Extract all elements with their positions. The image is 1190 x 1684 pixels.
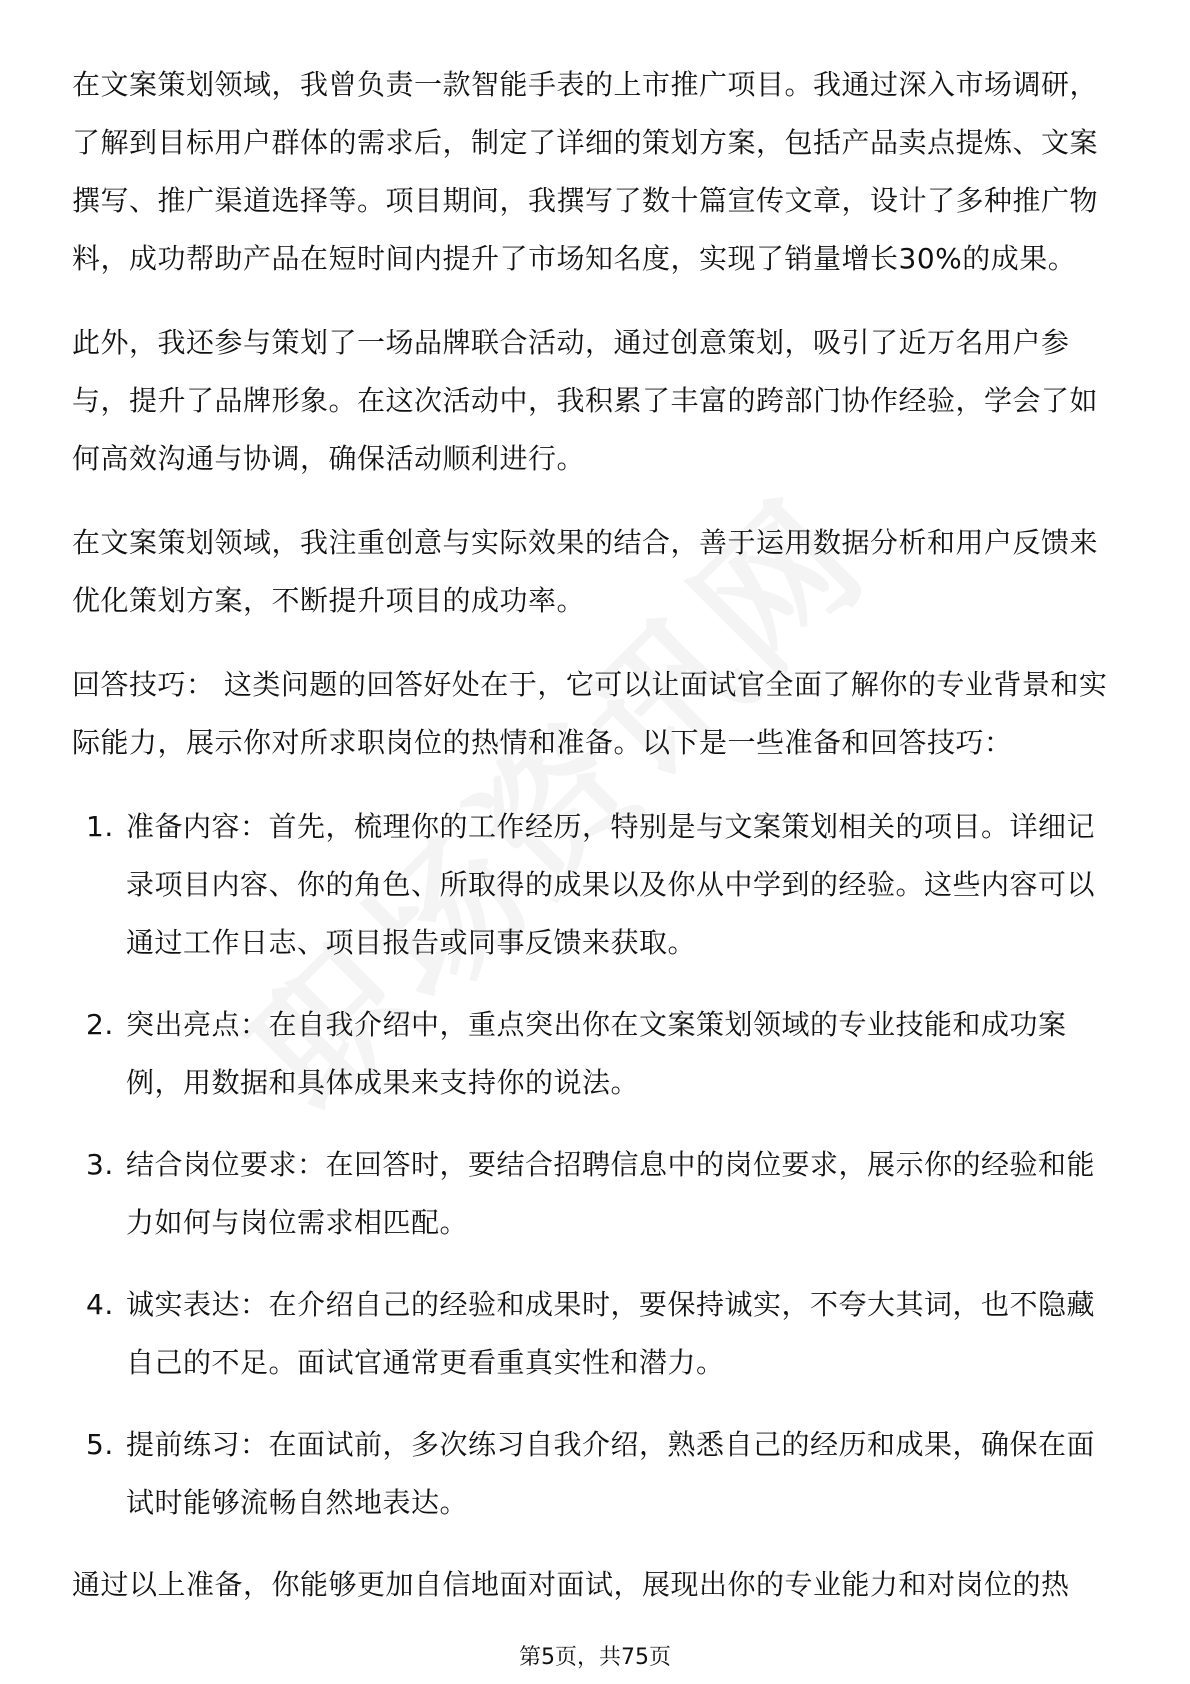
list-item-text: 提前练习：在面试前，多次练习自我介绍，熟悉自己的经历和成果，确保在面试时能够流畅自然地表达。: [126, 1428, 1096, 1519]
list-item: [72, 1416, 1118, 1532]
list-item-text: 结合岗位要求：在回答时，要结合招聘信息中的岗位要求，展示你的经验和能力如何与岗位需求相匹配。: [126, 1148, 1096, 1239]
page-number-footer: 第5页，共75页: [519, 1645, 671, 1670]
list-item-text: 诚实表达：在介绍自己的经验和成果时，要保持诚实，不夸大其词，也不隐藏自己的不足。面试官通常更看重真实性和潜力。: [126, 1288, 1096, 1379]
list-item-text: 突出亮点：在自我介绍中，重点突出你在文案策划领域的专业技能和成功案例，用数据和具体成果来支持你的说法。: [126, 1008, 1067, 1099]
list-item-number: 2.: [86, 1008, 114, 1041]
paragraph-project-experience: 在文案策划领域，我曾负责一款智能手表的上市推广项目。我通过深入市场调研，了解到目标用户群体的需求后，制定了详细的策划方案，包括产品卖点提炼、文案撰写、推广渠道选择等。项目期间，我撰写了数十篇宣传文章，设计了多种推广物料，成功帮助产品在短时间内提升了市场知名度，实现了销量增长30%的成果。: [72, 68, 1099, 275]
paragraph-closing: 通过以上准备，你能够更加自信地面对面试，展现出你的专业能力和对岗位的热: [72, 1568, 1070, 1601]
paragraph-answer-tips: 回答技巧： 这类问题的回答好处在于，它可以让面试官全面了解你的专业背景和实际能力，展示你对所求职岗位的热情和准备。以下是一些准备和回答技巧：: [72, 668, 1108, 759]
list-item: [72, 996, 1118, 1112]
paragraph-focus: 在文案策划领域，我注重创意与实际效果的结合，善于运用数据分析和用户反馈来优化策划方案，不断提升项目的成功率。: [72, 526, 1099, 617]
list-item-text: 准备内容：首先，梳理你的工作经历，特别是与文案策划相关的项目。详细记录项目内容、你的角色、所取得的成果以及你从中学到的经验。这些内容可以通过工作日志、项目报告或同事反馈来获取。: [126, 810, 1096, 959]
paragraph-brand-campaign: 此外，我还参与策划了一场品牌联合活动，通过创意策划，吸引了近万名用户参与，提升了品牌形象。在这次活动中，我积累了丰富的跨部门协作经验，学会了如何高效沟通与协调，确保活动顺利进行。: [72, 326, 1099, 475]
list-item-number: 3.: [86, 1148, 114, 1181]
document-body: [72, 56, 1118, 1640]
list-item: [72, 1276, 1118, 1392]
tips-list: [72, 798, 1118, 1532]
list-item-number: 1.: [86, 810, 114, 843]
list-item: [72, 798, 1118, 972]
list-item: [72, 1136, 1118, 1252]
list-item-number: 4.: [86, 1288, 114, 1321]
list-item-number: 5.: [86, 1428, 114, 1461]
